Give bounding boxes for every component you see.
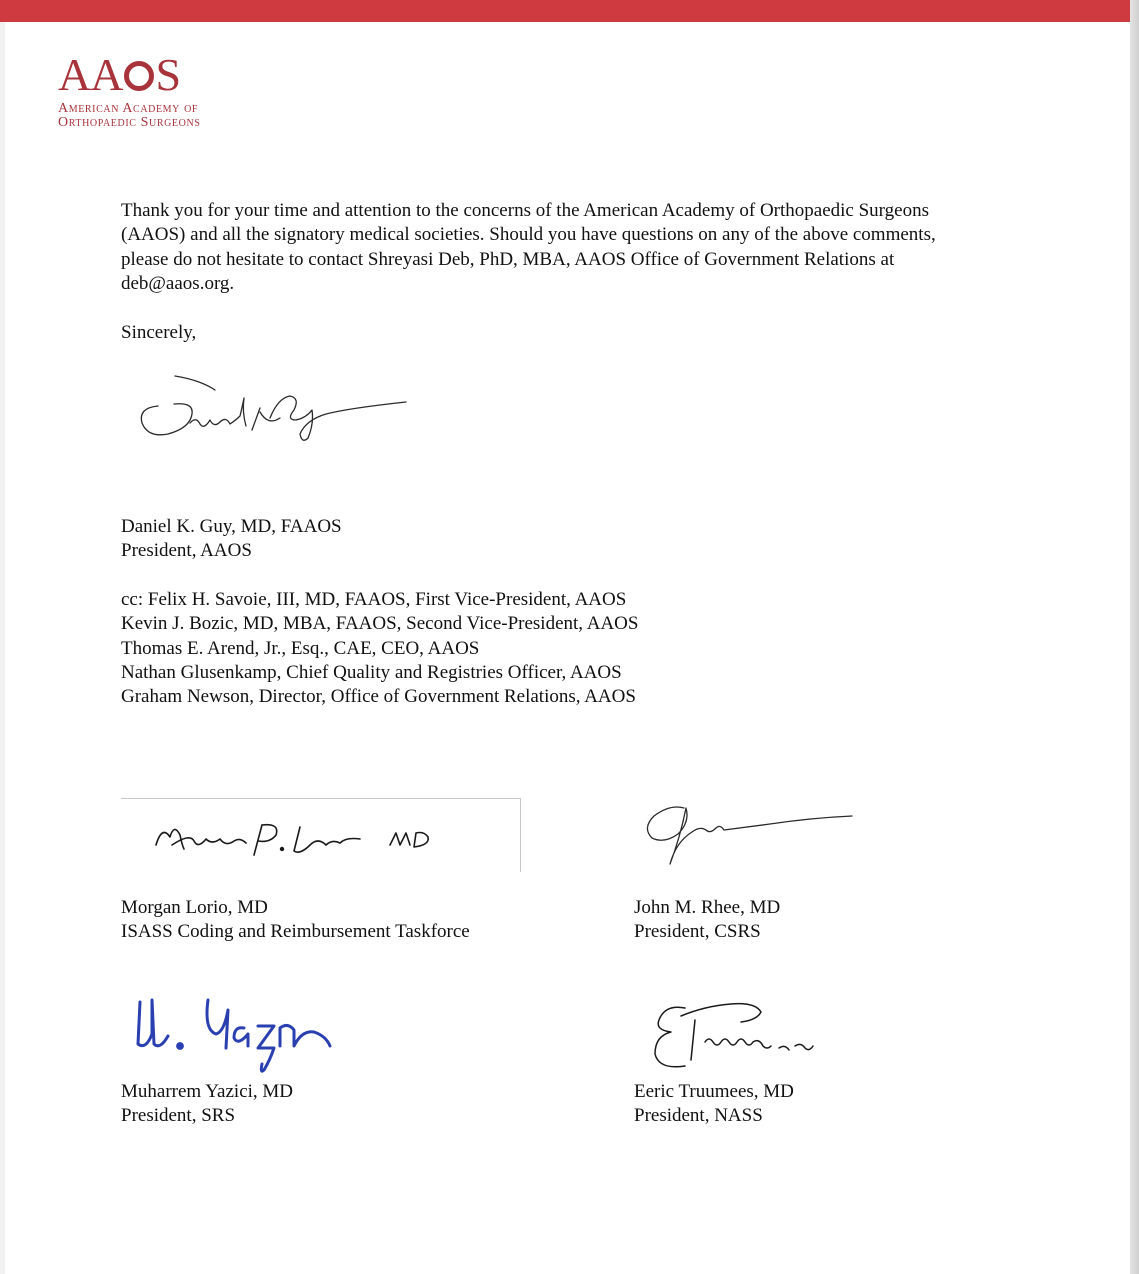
signature-muharrem-yazici xyxy=(124,990,344,1080)
signer-title: President, SRS xyxy=(121,1105,236,1127)
cc-line: Nathan Glusenkamp, Chief Quality and Registries Officer, AAOS xyxy=(121,661,622,683)
paragraph-line: Thank you for your time and attention to the concerns of the American Academy of Orthopaedic Surgeons xyxy=(121,200,929,221)
aaos-logo xyxy=(58,49,201,130)
primary-signer-block xyxy=(121,515,342,564)
logo-org-line-1: American Academy of xyxy=(58,101,199,116)
paragraph-line: please do not hesitate to contact Shreyasi Deb, PhD, MBA, AAOS Office of Government Relations at xyxy=(121,248,895,270)
signer-name: Eeric Truumees, MD xyxy=(634,1081,794,1102)
signature-morgan-lorio xyxy=(150,815,460,861)
signature-eeric-truumees xyxy=(645,996,825,1076)
signer-name: Daniel K. Guy, MD, FAAOS xyxy=(121,516,342,537)
signer-title: President, AAOS xyxy=(121,540,252,562)
cc-list xyxy=(121,588,638,709)
body-paragraph xyxy=(121,199,936,296)
logo-ring-icon xyxy=(124,61,154,91)
signature-daniel-guy xyxy=(130,368,420,448)
signer-title: President, CSRS xyxy=(634,921,761,943)
logo-org-line-2: Orthopaedic Surgeons xyxy=(58,115,201,130)
signer-title: President, NASS xyxy=(634,1105,763,1127)
cc-line: Graham Newson, Director, Office of Government Relations, AAOS xyxy=(121,686,636,708)
paragraph-line: (AAOS) and all the signatory medical societies. Should you have questions on any of the above comments, xyxy=(121,224,936,246)
page-left-edge xyxy=(0,0,5,1274)
signer-name: John M. Rhee, MD xyxy=(634,897,781,918)
signer-name: Muharrem Yazici, MD xyxy=(121,1081,294,1102)
signature-john-rhee xyxy=(640,798,860,870)
cc-line: cc: Felix H. Savoie, III, MD, FAAOS, First Vice-President, AAOS xyxy=(121,589,627,610)
cc-line: Thomas E. Arend, Jr., Esq., CAE, CEO, AAOS xyxy=(121,637,480,659)
page-right-edge xyxy=(1130,0,1139,1274)
co-signer-eeric-truumees xyxy=(634,1080,794,1129)
co-signer-john-rhee xyxy=(634,896,780,945)
signer-name: Morgan Lorio, MD xyxy=(121,897,268,918)
co-signer-muharrem-yazici xyxy=(121,1080,293,1129)
closing: Sincerely, xyxy=(121,322,197,343)
co-signer-morgan-lorio xyxy=(121,896,470,945)
logo-mark: AA S xyxy=(58,49,181,100)
letterhead-color-bar xyxy=(0,0,1130,22)
paragraph-line: deb@aaos.org. xyxy=(121,272,235,294)
signer-title: ISASS Coding and Reimbursement Taskforce xyxy=(121,921,470,943)
cc-line: Kevin J. Bozic, MD, MBA, FAAOS, Second Vice-President, AAOS xyxy=(121,613,639,635)
